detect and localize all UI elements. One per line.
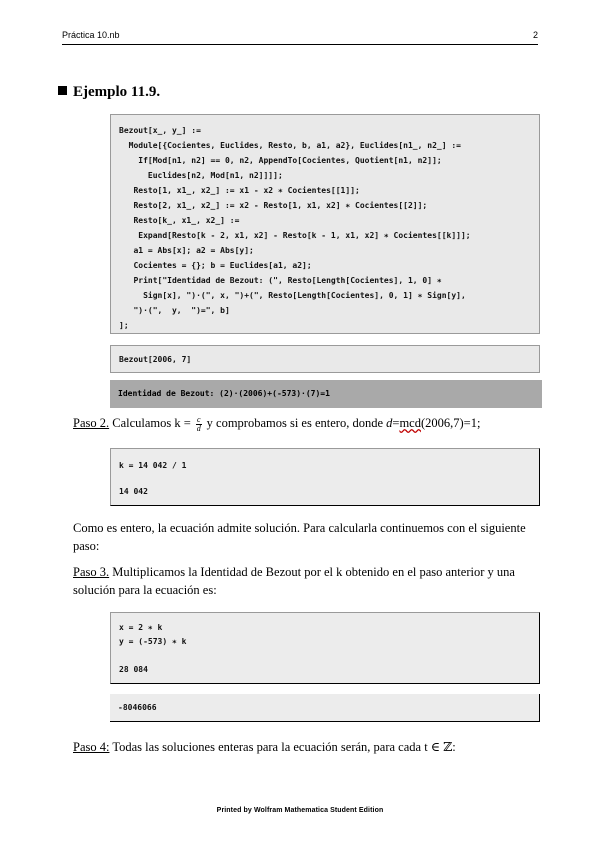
k-input-code: k = 14 042 / 1: [119, 461, 187, 470]
paso-3-paragraph: Paso 3. Multiplicamos la Identidad de Bezout por el k obtenido en el paso anterior y una solución para la ecuación es:: [73, 565, 515, 597]
fraction-c-over-d: $\frac{c}{d}$: [196, 414, 201, 433]
page-footer: Printed by Wolfram Mathematica Student Edition: [216, 807, 384, 814]
k-calculation-cell[interactable]: [110, 448, 540, 506]
y-input-code: y = (-573) ∗ k: [119, 637, 187, 646]
bezout-definition-cell[interactable]: [110, 114, 540, 334]
notebook-filename: Práctica 10.nb: [62, 30, 120, 40]
x-result: 28 084: [119, 665, 148, 674]
y-result: -8046066: [118, 703, 157, 712]
section-heading: [58, 84, 160, 101]
paso-4-label: Paso 4:: [73, 740, 110, 754]
page-number: 2: [532, 30, 538, 40]
square-bullet-icon: [58, 86, 67, 95]
x-input-code: x = 2 ∗ k: [119, 623, 163, 632]
paso-2-paragraph: Paso 2. Calculamos k = $\frac{c}{d}$ y comprobamos si es entero, donde d=mcd(2006,7)=1;: [73, 414, 481, 433]
k-result: 14 042: [119, 487, 148, 496]
paso-4-paragraph: Paso 4: Todas las soluciones enteras para la ecuación serán, para cada t ∈ ℤ:: [73, 740, 456, 754]
paso-2-label: Paso 2.: [73, 416, 110, 430]
paso-3-label: Paso 3.: [73, 565, 110, 579]
entero-paragraph: Como es entero, la ecuación admite solución. Para calcularla continuemos con el siguiente paso:: [73, 521, 526, 553]
y-result-cell: [110, 694, 540, 722]
page-header: [62, 30, 538, 44]
bezout-identity-output: Identidad de Bezout: (2)·(2006)+(-573)·(7)=1: [110, 380, 542, 408]
xy-solution-cell[interactable]: [110, 612, 540, 684]
mcd-spellcheck-word: mcd: [399, 416, 421, 430]
bezout-definition-code: Bezout[x_, y_] := Module[{Cocientes, Euclides, Resto, b, a1, a2}, Euclides[n1_, n2_] := If[Mod[n1, n2] == 0, n2, AppendTo[Cocientes, Quotient[n1, n2]]; Euclides[n2, Mod[n1, n2]]]]; Resto[1, x1_, x2_] := x1 - x2 ∗ Cocientes[[1]]; Resto[2, x1_, x2_] := x2 - Resto[1, x1, x2] ∗ Cocientes[[2]]; Resto[k_, x1_, x2_] := Expand[Resto[k - 2, x1, x2] - Resto[k - 1, x1, x2] ∗ Cocientes[[k]]]; a1 = Abs[x]; a2 = Abs[y]; Cocientes = {}; b = Euclides[a1, a2]; Print["Identidad de Bezout: (", Resto[Length[Cocientes], 1, 0] ∗ Sign[x], ")·(", x, ")+(", Resto[Length[Cocientes], 0, 1] ∗ Sign[y], ")·(", y, ")=", b] ];: [119, 126, 471, 330]
section-title: Ejemplo 11.9.: [73, 84, 161, 100]
bezout-call-code: Bezout[2006, 7]: [119, 355, 192, 364]
header-rule: [62, 44, 538, 45]
bezout-call-cell[interactable]: [110, 345, 540, 373]
